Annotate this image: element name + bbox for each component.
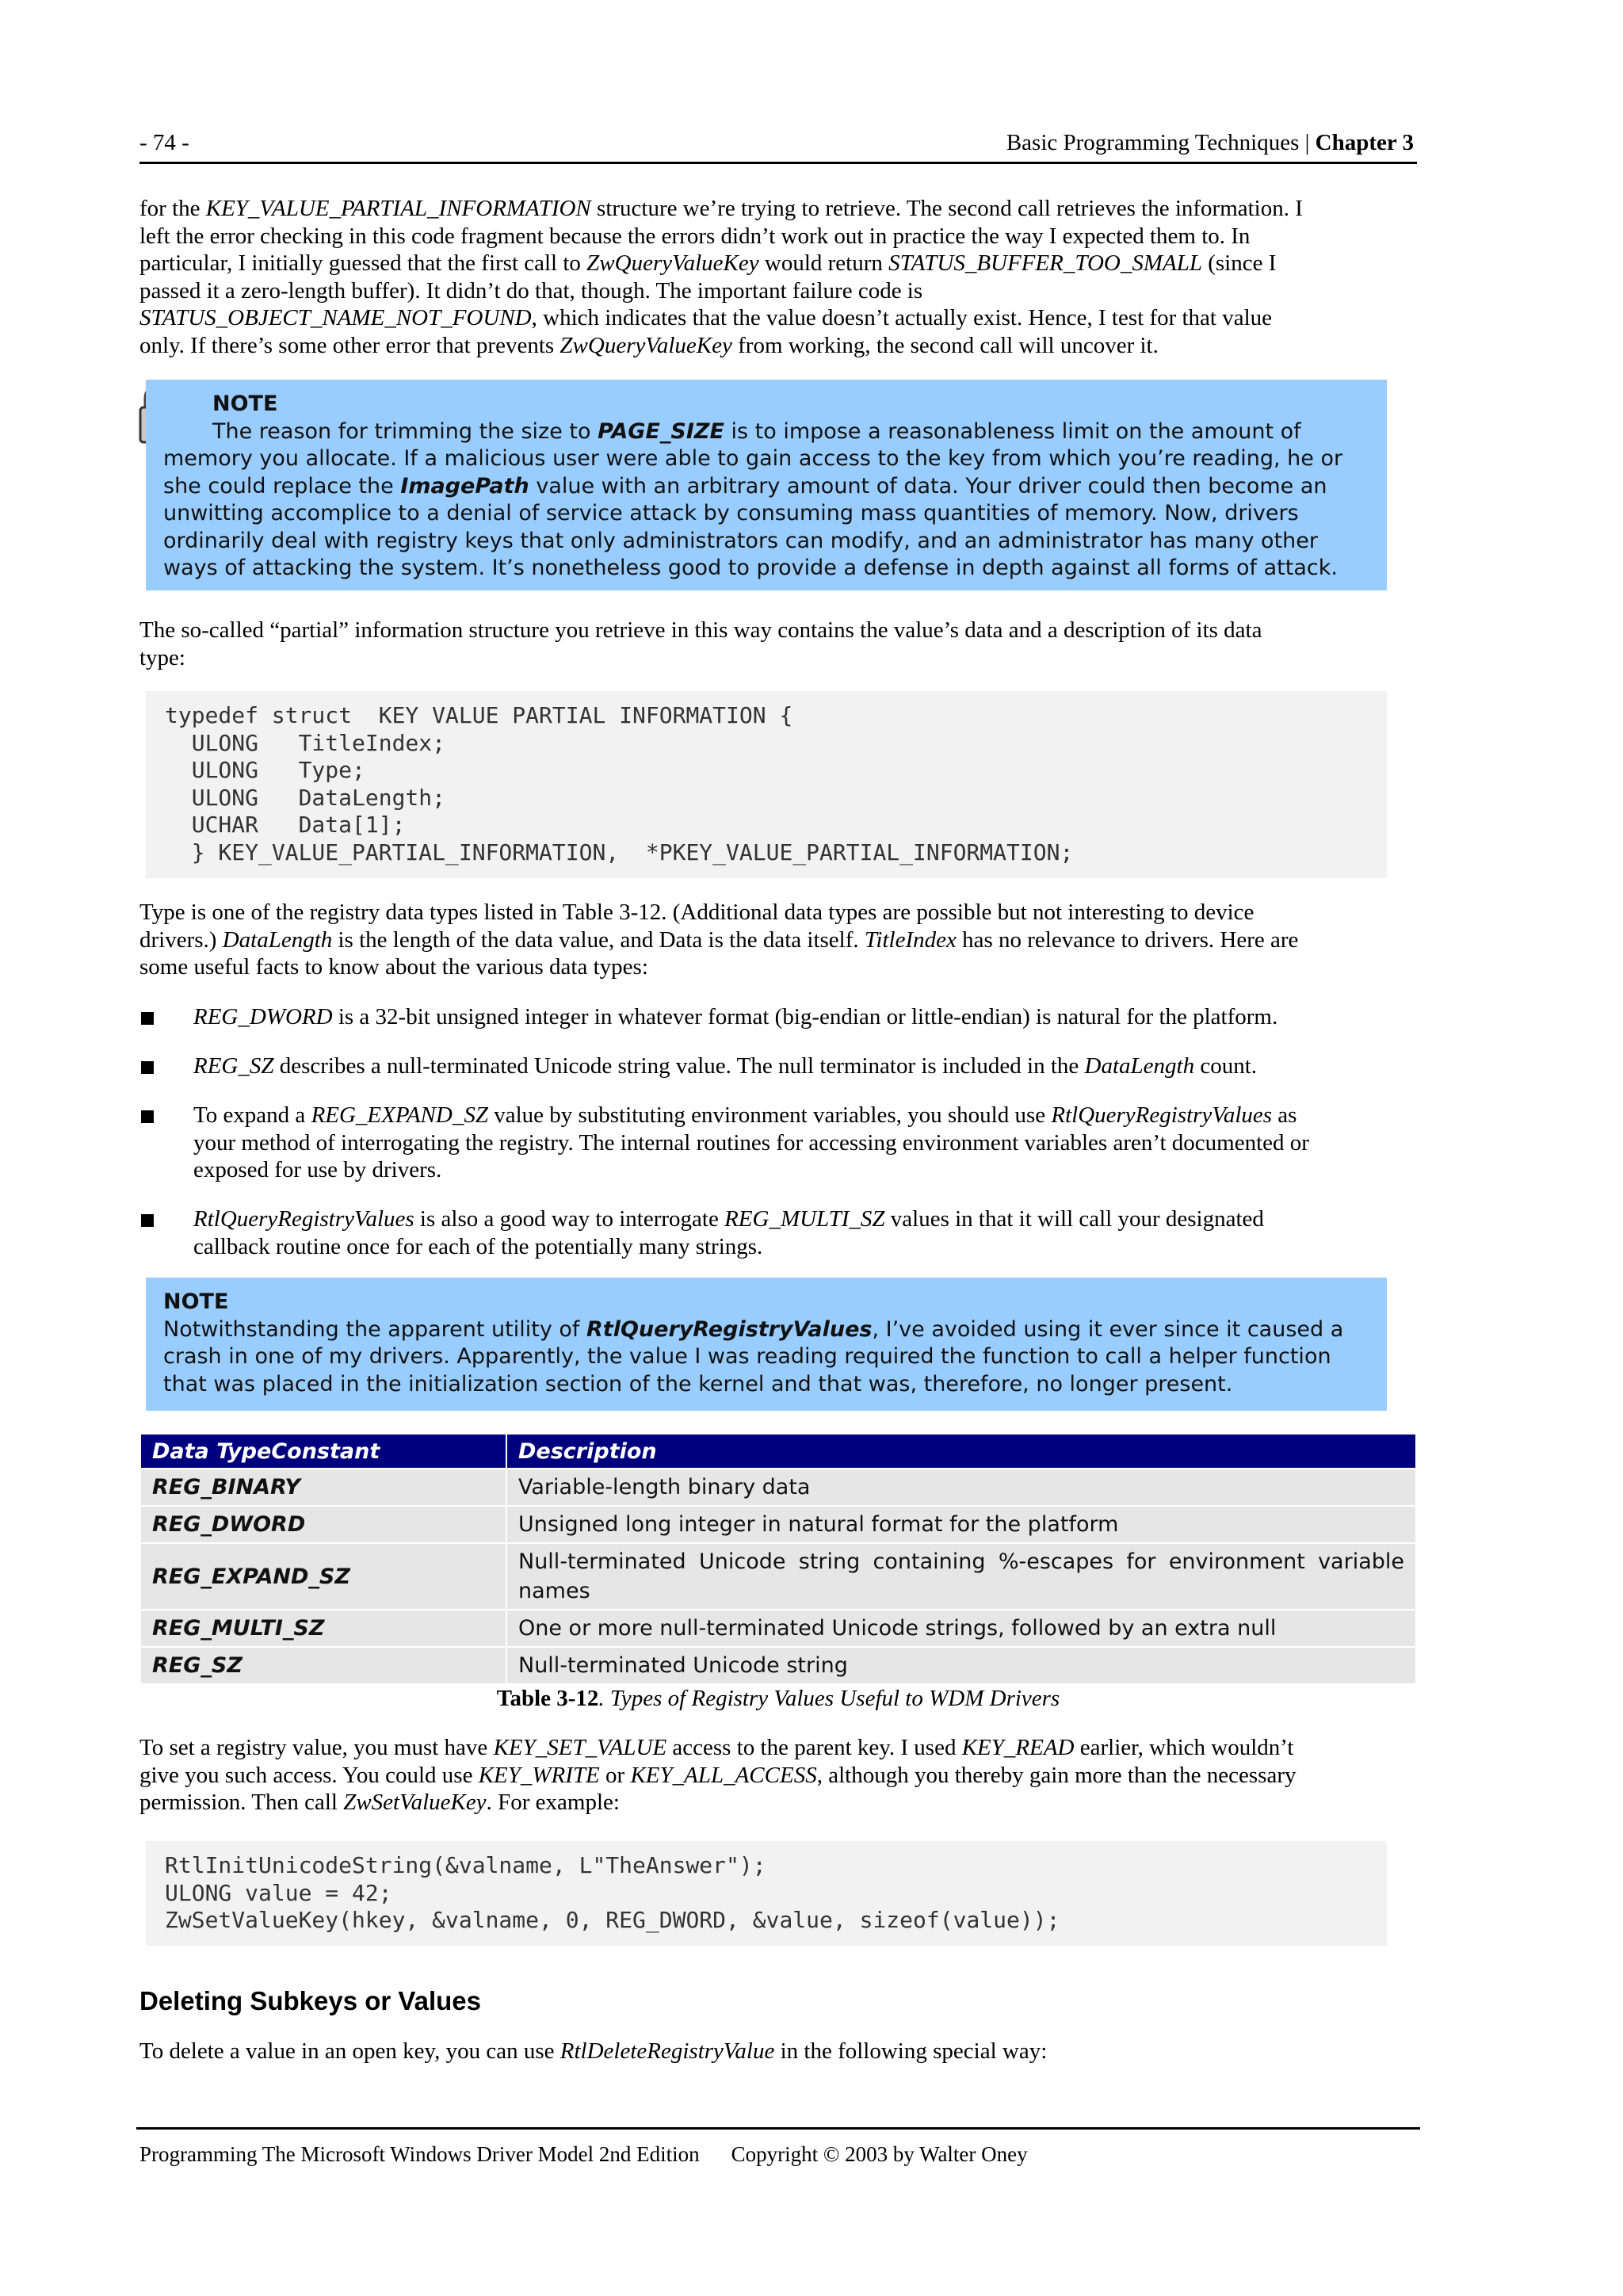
note-box-page-size [146, 380, 1387, 590]
text-line: RtlQueryRegistryValues is also a good way to interrogate REG_MULTI_SZ values in that it will call your designated [193, 1206, 1264, 1232]
text-line: permission. Then call ZwSetValueKey. For example: [139, 1790, 620, 1815]
table-cell-type: REG_EXPAND_SZ [140, 1543, 506, 1610]
code-block-set-value: RtlInitUnicodeString(&valname, L"TheAnswer"); ULONG value = 42; ZwSetValueKey(hkey, &valname, 0, REG_DWORD, &value, sizeof(value)); [146, 1841, 1387, 1946]
text-line: The so-called “partial” information structure you retrieve in this way contains the value’s data and a description of its data [139, 617, 1262, 643]
table-header-type: Data TypeConstant [140, 1434, 506, 1469]
text-line: give you such access. You could use KEY_WRITE or KEY_ALL_ACCESS, although you thereby gain more than the necessary [139, 1762, 1296, 1788]
note-title: NOTE [163, 1289, 229, 1314]
text-line: ordinarily deal with registry keys that only administrators can modify, and an administrator has many other [163, 528, 1318, 553]
text-line: To expand a REG_EXPAND_SZ value by substituting environment variables, you should use RtlQueryRegistryValues as [193, 1102, 1297, 1128]
text-line: unwitting accomplice to a denial of service attack by consuming mass quantities of memory. Now, drivers [163, 501, 1299, 525]
table-cell-description: Unsigned long integer in natural format for the platform [506, 1506, 1416, 1543]
table-cell-type: REG_BINARY [140, 1469, 506, 1506]
table-row [140, 1469, 1416, 1506]
text-line: memory you allocate. If a malicious user were able to gain access to the key from which you’re reading, he or [163, 446, 1343, 471]
text-line: The reason for trimming the size to PAGE_SIZE is to impose a reasonableness limit on the amount of [212, 418, 1301, 444]
table-row [140, 1543, 1416, 1610]
caption-text: . Types of Registry Values Useful to WDM Drivers [598, 1686, 1060, 1711]
text-line: some useful facts to know about the various data types: [139, 954, 648, 980]
text-line: Type is one of the registry data types listed in Table 3-12. (Additional data types are possible but not interesting to device [139, 900, 1254, 925]
caption-label: Table 3-12 [496, 1686, 599, 1711]
table-cell-type: REG_DWORD [140, 1506, 506, 1543]
text-line: callback routine once for each of the potentially many strings. [193, 1233, 763, 1259]
text-line: To delete a value in an open key, you can use RtlDeleteRegistryValue in the following special way: [139, 2038, 1048, 2064]
page-number: - 74 - [139, 130, 189, 155]
table-caption [139, 1686, 1417, 1712]
text-line: type: [139, 644, 185, 670]
table-cell-description: Variable-length binary data [506, 1469, 1416, 1506]
table-cell-type: REG_SZ [140, 1647, 506, 1684]
text-line: your method of interrogating the registry. The internal routines for accessing environment variables aren’t documented or [193, 1129, 1309, 1156]
text-line: for the KEY_VALUE_PARTIAL_INFORMATION structure we’re trying to retrieve. The second call retrieves the information. I [139, 196, 1303, 221]
text-line: passed it a zero-length buffer). It didn’t do that, though. The important failure code is [139, 277, 923, 304]
table-cell-description: One or more null-terminated Unicode strings, followed by an extra null [506, 1610, 1416, 1647]
chapter-title: Basic Programming Techniques | Chapter 3 [1006, 130, 1414, 155]
text-line: REG_DWORD is a 32-bit unsigned integer in whatever format (big-endian or little-endian) is natural for the platform. [193, 1004, 1278, 1030]
text-line: she could replace the ImagePath value with an arbitrary amount of data. Your driver could then become an [163, 473, 1327, 499]
note-title: NOTE [212, 392, 278, 416]
footer-divider [136, 2127, 1420, 2130]
text-line: crash in one of my drivers. Apparently, the value I was reading required the function to call a helper function [163, 1344, 1331, 1369]
text-line: STATUS_OBJECT_NAME_NOT_FOUND, which indicates that the value doesn’t actually exist. Hence, I test for that value [139, 305, 1273, 330]
bullet-square-icon [141, 1012, 154, 1025]
section-heading: Deleting Subkeys or Values [139, 1986, 481, 2015]
paragraph-5 [139, 2038, 1393, 2065]
note-body [163, 1316, 1369, 1399]
text-line: To set a registry value, you must have KEY_SET_VALUE access to the parent key. I used KEY_READ earlier, which wouldn’t [139, 1735, 1294, 1760]
text-line: only. If there’s some other error that prevents ZwQueryValueKey from working, the second call will uncover it. [139, 332, 1159, 358]
table-header-row [140, 1434, 1416, 1469]
table-row [140, 1610, 1416, 1647]
bullet-item-rtl-query [139, 1205, 1393, 1260]
page-footer [139, 2142, 1028, 2167]
footer-book-title: Programming The Microsoft Windows Driver Model 2nd Edition [139, 2142, 700, 2166]
text-line: ways of attacking the system. It’s nonetheless good to provide a defense in depth against all forms of attack. [163, 556, 1338, 580]
footer-copyright: Copyright © 2003 by Walter Oney [731, 2142, 1028, 2166]
registry-types-table [139, 1433, 1417, 1685]
bullet-item-reg-sz [139, 1052, 1393, 1080]
paragraph-3 [139, 899, 1393, 981]
text-line: particular, I initially guessed that the first call to ZwQueryValueKey would return STATUS_BUFFER_TOO_SMALL (since I [139, 250, 1277, 276]
text-line: REG_SZ describes a null-terminated Unicode string value. The null terminator is included in the DataLength count. [193, 1053, 1258, 1079]
table-row [140, 1647, 1416, 1684]
bullet-square-icon [141, 1110, 154, 1123]
bullet-item-reg-dword [139, 1003, 1393, 1031]
paragraph-1 [139, 195, 1393, 359]
code-block-struct: typedef struct KEY VALUE PARTIAL INFORMATION { ULONG TitleIndex; ULONG Type; ULONG DataLength; UCHAR Data[1]; } KEY_VALUE_PARTIAL_INFORMATION, *PKEY_VALUE_PARTIAL_INFORMATION; [146, 691, 1387, 878]
note-body [163, 418, 1369, 583]
table-row [140, 1506, 1416, 1543]
text-line: left the error checking in this code fragment because the errors didn’t work out in practice the way I expected them to. In [139, 223, 1251, 249]
text-line: drivers.) DataLength is the length of the data value, and Data is the data itself. TitleIndex has no relevance to drivers. Here are [139, 926, 1299, 953]
text-line: exposed for use by drivers. [193, 1157, 442, 1182]
text-line: Notwithstanding the apparent utility of RtlQueryRegistryValues, I’ve avoided using it ever since it caused a [163, 1316, 1344, 1342]
table-cell-description: Null-terminated Unicode string [506, 1647, 1416, 1684]
paragraph-4 [139, 1734, 1393, 1817]
table-cell-type: REG_MULTI_SZ [140, 1610, 506, 1647]
note-box-rtl-query [146, 1278, 1387, 1411]
bullet-item-reg-expand-sz [139, 1102, 1393, 1184]
table-cell-description: Null-terminated Unicode string containing %-escapes for environment variable names [506, 1543, 1416, 1610]
bullet-square-icon [141, 1214, 154, 1227]
paragraph-2 [139, 617, 1393, 671]
text-line: that was placed in the initialization section of the kernel and that was, therefore, no longer present. [163, 1371, 1233, 1396]
table-header-description: Description [506, 1434, 1416, 1469]
chapter-label: Chapter 3 [1315, 130, 1414, 155]
page-header [139, 130, 1417, 164]
bullet-square-icon [141, 1061, 154, 1074]
